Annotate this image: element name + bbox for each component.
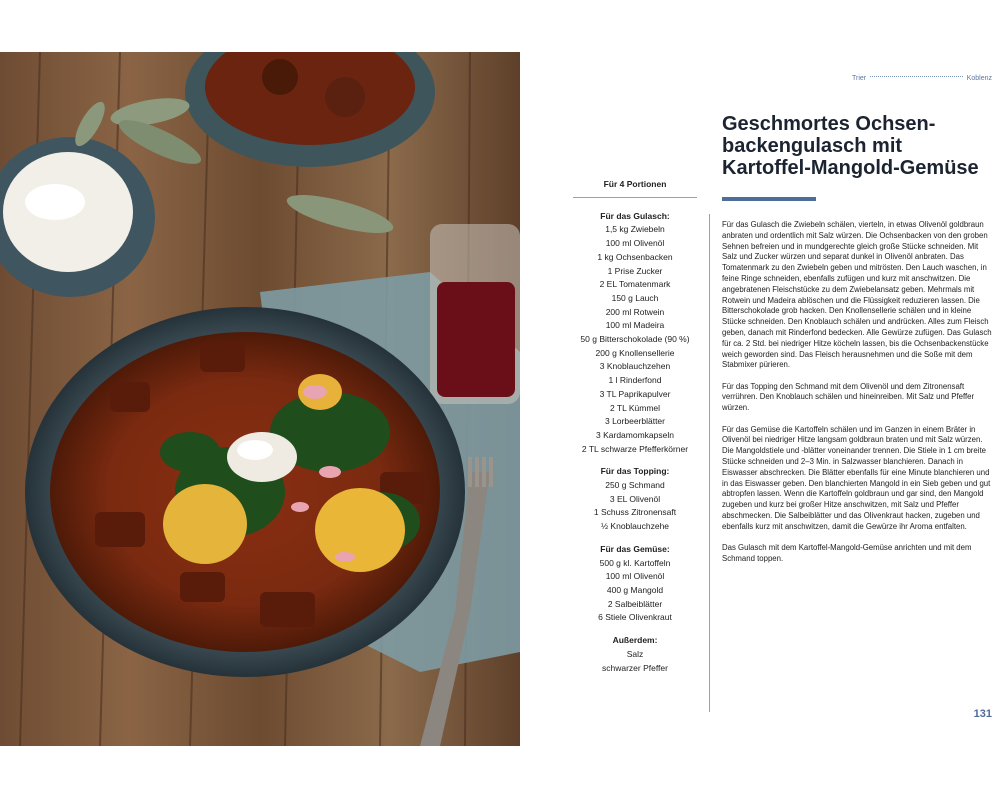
- ingredient-item: 2 Salbeiblätter: [607, 598, 663, 609]
- ingredient-item: ½ Knoblauchzehe: [600, 521, 670, 532]
- ingredient-item: 1 l Rinderfond: [608, 375, 662, 386]
- recipe-title: Geschmortes Ochsenbackengulasch mit Kartoffel-Mangold-Gemüse: [722, 113, 979, 179]
- ingredient-item: 100 ml Madeira: [605, 320, 665, 331]
- ingredient-item: 100 ml Olivenöl: [605, 238, 665, 249]
- ingredient-item: 2 TL schwarze Pfefferkörner: [581, 443, 689, 454]
- ingredient-item: 1,5 kg Zwiebeln: [605, 224, 665, 235]
- ingredient-item: 250 g Schmand: [605, 480, 665, 491]
- ingredient-item: 400 g Mangold: [606, 584, 664, 595]
- recipe-photo: [0, 52, 520, 746]
- ingredient-item: 3 TL Paprikapulver: [599, 388, 671, 399]
- running-head: [852, 75, 992, 82]
- ingredient-item: schwarzer Pfeffer: [602, 662, 668, 673]
- column-divider: [709, 214, 710, 712]
- ingredient-item: 2 EL Tomatenmark: [599, 279, 671, 290]
- ingredients-column: [573, 178, 697, 684]
- ingredient-item: 2 TL Kümmel: [609, 402, 661, 413]
- ingredient-group: [573, 465, 697, 534]
- servings-rule: [573, 197, 697, 198]
- gulasch-photo-illustration: [0, 52, 520, 746]
- ingredient-group: [573, 210, 697, 457]
- running-head-left: Trier: [852, 75, 867, 82]
- instructions-column: [722, 220, 994, 575]
- running-head-wave: [870, 76, 963, 81]
- ingredient-item: 3 Knoblauchzehen: [599, 361, 671, 372]
- ingredient-item: 100 ml Olivenöl: [605, 571, 665, 582]
- ingredient-groups: [573, 210, 697, 676]
- instruction-paragraph: Für das Gulasch die Zwiebeln schälen, vierteln, in etwas Olivenöl goldbraun anbraten und ordentlich mit Salz würzen. Die Ochsenbacken von den groben Sehnen befreien und in mundgerechte gleich große Stücke schneiden. Mit Salz und Zucker würzen und separat dunkel in Olivenöl anbraten. Das Tomatenmark zu den Zwiebeln geben und mitrösten. Den Lauch waschen, in feine Ringe schneiden, ebenfalls zufügen und kurz mit anschwitzen. Die angebratenen Fleischstücke zu dem Zwiebelansatz geben. Mehrmals mit Rotwein und Madeira ablöschen und die Flüssigkeit reduzieren lassen. Die Bitterschokolade grob hacken. Den Knollensellerie schälen und in kleine Stücke schneiden. Den Knoblauch schälen und andrücken. Alles zum Fleisch geben, danach mit Rinderfond bedecken. Alle Gewürze zufügen. Das Gulasch für ca. 2 Std. bei niedriger Hitze köcheln lassen, bis die Ochsenbackenstücke weich geworden sind. Das Fleisch herausnehmen und die Soße mit dem Stabmixer pürieren.: [722, 220, 992, 370]
- ingredient-group-title: Für das Gulasch:: [600, 210, 670, 221]
- ingredient-item: 3 EL Olivenöl: [609, 493, 661, 504]
- servings-heading: Für 4 Portionen: [603, 179, 667, 189]
- instruction-paragraph: Für das Gemüse die Kartoffeln schälen und im Ganzen in einem Bräter in Olivenöl bei niedriger Hitze langsam goldbraun braten und mit Salz würzen. Die Mangoldstiele und -blätter voneinander trennen. Die Stiele in 1 cm breite Stücke schneiden und 2–3 Min. in Salzwasser blanchieren. Danach in Eiswasser abschrecken. Die Blätter ebenfalls für eine Minute blanchieren und in das Eiswasser geben. Den blanchierten Mangold in ein Sieb geben und gut abtropfen lassen. Wenn die Kartoffeln goldbraun und gar sind, den Mangold zugeben und kurz bei großer Hitze anschwitzen, mit Salz und Pfeffer abschmecken. Die Salbeiblätter und das Olivenkraut hacken, zugeben und ebenfalls kurz mit anschwitzen, damit die Gewürze ihr Aroma entfalten.: [722, 424, 991, 531]
- ingredient-item: 200 ml Rotwein: [605, 306, 665, 317]
- ingredient-item: 1 kg Ochsenbacken: [597, 251, 673, 262]
- title-underline: [722, 197, 816, 201]
- instruction-paragraph: Das Gulasch mit dem Kartoffel-Mangold-Gemüse anrichten und mit dem Schmand toppen.: [722, 543, 972, 563]
- ingredient-item: 150 g Lauch: [611, 292, 659, 303]
- ingredient-group-title: Für das Topping:: [600, 466, 670, 477]
- ingredient-item: 1 Schuss Zitronensaft: [593, 507, 677, 518]
- ingredient-item: Salz: [626, 648, 644, 659]
- ingredient-group: [573, 634, 697, 675]
- ingredient-group: [573, 543, 697, 625]
- ingredient-group-title: Außerdem:: [612, 635, 658, 646]
- ingredient-item: 1 Prise Zucker: [607, 265, 663, 276]
- running-head-right: Koblenz: [966, 75, 992, 82]
- ingredient-group-title: Für das Gemüse:: [600, 543, 670, 554]
- instruction-paragraph: Für das Topping den Schmand mit dem Olivenöl und dem Zitronensaft verrühren. Den Knoblauch schälen und hineinreiben. Mit Salz und Pfeffer würzen.: [722, 381, 975, 413]
- ingredient-item: 3 Kardamomkapseln: [596, 429, 674, 440]
- ingredient-item: 50 g Bitterschokolade (90 %): [580, 334, 690, 345]
- ingredient-item: 6 Stiele Olivenkraut: [598, 612, 672, 623]
- ingredient-item: 3 Lorbeerblätter: [604, 416, 665, 427]
- ingredient-item: 200 g Knollensellerie: [595, 347, 675, 358]
- ingredient-item: 500 g kl. Kartoffeln: [599, 557, 671, 568]
- page-number: 131: [973, 708, 992, 720]
